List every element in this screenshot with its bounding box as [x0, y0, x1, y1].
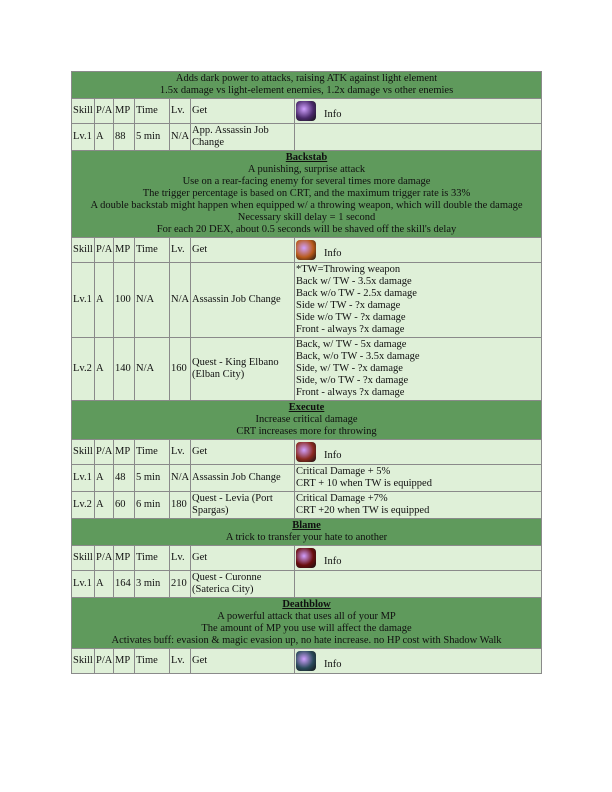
data-cell: A: [95, 465, 114, 492]
column-header: Lv.: [170, 99, 191, 124]
blame-icon: [296, 548, 316, 568]
description-line: A powerful attack that uses all of your MP: [217, 611, 396, 622]
column-header: [295, 546, 542, 571]
description-line: Necessary skill delay = 1 second: [237, 212, 376, 223]
column-header: [295, 649, 542, 674]
description-line: The trigger percentage is based on CRT, and the maximum trigger rate is 33%: [142, 188, 471, 199]
data-cell: 88: [114, 124, 135, 151]
data-row: [72, 492, 542, 519]
data-cell: 5 min: [135, 124, 170, 151]
column-header: Get: [191, 99, 295, 124]
header-row: [72, 546, 542, 571]
description-line: CRT increases more for throwing: [236, 426, 377, 437]
data-cell: N/A: [170, 263, 191, 338]
data-row: [72, 465, 542, 492]
column-header: Time: [135, 440, 170, 465]
column-header: MP: [114, 440, 135, 465]
column-header: P/A: [95, 546, 114, 571]
column-header: Time: [135, 99, 170, 124]
data-cell: Critical Damage + 5% CRT + 10 when TW is equipped: [295, 465, 542, 492]
description-line: The amount of MP you use will affect the damage: [201, 623, 412, 634]
data-cell: App. Assassin Job Change: [191, 124, 295, 151]
skill-description: [72, 519, 542, 546]
data-cell: A: [95, 124, 114, 151]
data-cell: *TW=Throwing weapon Back w/ TW - 3.5x damage Back w/o TW - 2.5x damage Side w/ TW - ?x damage Side w/o TW - ?x damage Front - always ?x damage: [295, 263, 542, 338]
column-header: Skill: [72, 238, 95, 263]
skill-title: Deathblow: [282, 599, 331, 610]
skill-table: [71, 71, 542, 674]
header-row: [72, 238, 542, 263]
data-cell: Lv.2: [72, 338, 95, 401]
column-header: Get: [191, 546, 295, 571]
column-header: MP: [114, 649, 135, 674]
data-cell: N/A: [135, 263, 170, 338]
description-line: Activates buff: evasion & magic evasion up, no hate increase. no HP cost with Shadow Walk: [111, 635, 502, 646]
column-header: P/A: [95, 238, 114, 263]
column-header: [295, 99, 542, 124]
data-cell: Quest - Curonne (Saterica City): [191, 571, 295, 598]
description-line: Increase critical damage: [255, 414, 358, 425]
column-header: Lv.: [170, 440, 191, 465]
column-header: Lv.: [170, 238, 191, 263]
dark-orb-icon: [296, 101, 316, 121]
data-cell: 3 min: [135, 571, 170, 598]
column-header: Time: [135, 546, 170, 571]
data-cell: [295, 571, 542, 598]
data-cell: Quest - King Elbano (Elban City): [191, 338, 295, 401]
data-row: [72, 124, 542, 151]
data-cell: Lv.1: [72, 571, 95, 598]
data-cell: Lv.1: [72, 263, 95, 338]
info-label: Info: [324, 556, 342, 567]
column-header: Get: [191, 440, 295, 465]
data-cell: [295, 124, 542, 151]
column-header: Skill: [72, 546, 95, 571]
column-header: Lv.: [170, 546, 191, 571]
data-cell: 140: [114, 338, 135, 401]
column-header: Skill: [72, 440, 95, 465]
data-cell: 164: [114, 571, 135, 598]
data-cell: A: [95, 571, 114, 598]
column-header: Lv.: [170, 649, 191, 674]
column-header: Time: [135, 238, 170, 263]
skill-description: [72, 401, 542, 440]
data-cell: 180: [170, 492, 191, 519]
column-header: P/A: [95, 649, 114, 674]
column-header: MP: [114, 99, 135, 124]
data-cell: Assassin Job Change: [191, 263, 295, 338]
column-header: [295, 238, 542, 263]
column-header: Time: [135, 649, 170, 674]
header-row: [72, 440, 542, 465]
data-cell: Quest - Levia (Port Spargas): [191, 492, 295, 519]
column-header: Get: [191, 238, 295, 263]
data-cell: A: [95, 492, 114, 519]
skill-title: Execute: [288, 402, 325, 413]
data-cell: Critical Damage +7% CRT +20 when TW is equipped: [295, 492, 542, 519]
info-label: Info: [324, 659, 342, 670]
description-line: A double backstab might happen when equipped w/ a throwing weapon, which will double the damage: [90, 200, 523, 211]
backstab-icon: [296, 240, 316, 260]
data-cell: 60: [114, 492, 135, 519]
column-header: P/A: [95, 440, 114, 465]
data-cell: 5 min: [135, 465, 170, 492]
data-cell: 100: [114, 263, 135, 338]
data-cell: Back, w/ TW - 5x damage Back, w/o TW - 3.5x damage Side, w/ TW - ?x damage Side, w/o TW - ?x damage Front - always ?x damage: [295, 338, 542, 401]
data-cell: 6 min: [135, 492, 170, 519]
data-row: [72, 263, 542, 338]
data-cell: Assassin Job Change: [191, 465, 295, 492]
skill-title: Backstab: [285, 152, 328, 163]
header-row: [72, 99, 542, 124]
info-label: Info: [324, 109, 342, 120]
column-header: Get: [191, 649, 295, 674]
header-row: [72, 649, 542, 674]
column-header: Skill: [72, 99, 95, 124]
data-cell: A: [95, 338, 114, 401]
description-line: A punishing, surprise attack: [247, 164, 366, 175]
data-cell: Lv.1: [72, 124, 95, 151]
description-line: Use on a rear-facing enemy for several times more damage: [182, 176, 431, 187]
desc-row: [72, 151, 542, 238]
skill-description: [72, 598, 542, 649]
desc-row: [72, 72, 542, 99]
deathblow-icon: [296, 651, 316, 671]
data-row: [72, 571, 542, 598]
data-cell: 210: [170, 571, 191, 598]
info-label: Info: [324, 248, 342, 259]
data-cell: N/A: [170, 465, 191, 492]
desc-row: [72, 598, 542, 649]
data-cell: N/A: [135, 338, 170, 401]
description-line: 1.5x damage vs light-element enemies, 1.2x damage vs other enemies: [159, 85, 454, 96]
data-cell: A: [95, 263, 114, 338]
skill-title: Blame: [292, 520, 321, 531]
data-cell: N/A: [170, 124, 191, 151]
execute-icon: [296, 442, 316, 462]
skill-description: [72, 72, 542, 99]
desc-row: [72, 519, 542, 546]
data-cell: 48: [114, 465, 135, 492]
info-label: Info: [324, 450, 342, 461]
column-header: [295, 440, 542, 465]
data-cell: Lv.2: [72, 492, 95, 519]
desc-row: [72, 401, 542, 440]
description-line: A trick to transfer your hate to another: [225, 532, 388, 543]
data-cell: Lv.1: [72, 465, 95, 492]
column-header: MP: [114, 546, 135, 571]
column-header: MP: [114, 238, 135, 263]
column-header: P/A: [95, 99, 114, 124]
description-line: Adds dark power to attacks, raising ATK against light element: [175, 73, 438, 84]
column-header: Skill: [72, 649, 95, 674]
data-cell: 160: [170, 338, 191, 401]
data-row: [72, 338, 542, 401]
skill-description: [72, 151, 542, 238]
description-line: For each 20 DEX, about 0.5 seconds will be shaved off the skill's delay: [156, 224, 457, 235]
